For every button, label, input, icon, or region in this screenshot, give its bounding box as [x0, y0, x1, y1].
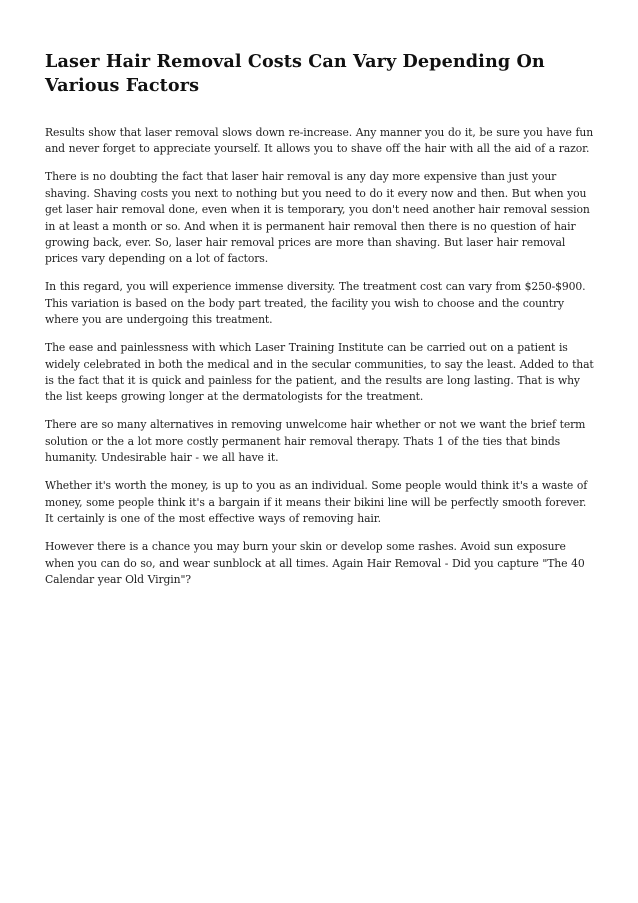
paragraph-2: There is no doubting the fact that laser hair removal is any day more expensive than just your shaving. Shaving costs you next to nothing but you need to do it every now and then. But when you get laser hair removal done, even when it is temporary, you don't need another hair removal session in at least a month or so. And when it is permanent hair removal then there is no question of hair growing back, ever. So, laser hair removal prices are more than shaving. But laser hair removal prices vary depending on a lot of factors.: [45, 170, 590, 266]
paragraph-5: There are so many alternatives in removing unwelcome hair whether or not we want the brief term solution or the a lot more costly permanent hair removal therapy. Thats 1 of the ties that binds humanity. Undesirable hair - we all have it.: [45, 418, 586, 465]
paragraph-6: Whether it's worth the money, is up to you as an individual. Some people would think it's a waste of money, some people think it's a bargain if it means their bikini line will be perfectly smooth forever. It certainly is one of the most effective ways of removing hair.: [45, 479, 588, 526]
document-title: Laser Hair Removal Costs Can Vary Depending On Various Factors: [45, 51, 545, 96]
paragraph-4: The ease and painlessness with which Laser Training Institute can be carried out on a patient is widely celebrated in both the medical and in the secular communities, to say the least. Added to that is the fact that it is quick and painless for the patient, and the results are long lasting. That is why the list keeps growing longer at the dermatologists for the treatment.: [45, 341, 594, 404]
paragraph-7: However there is a chance you may burn your skin or develop some rashes. Avoid sun exposure when you can do so, and wear sunblock at all times. Again Hair Removal - Did you capture "The 40 Calendar year Old Virgin"?: [45, 540, 585, 586]
paragraph-1: Results show that laser removal slows down re-increase. Any manner you do it, be sure you have fun and never forget to appreciate yourself. It allows you to shave off the hair with all the aid of a razor.: [45, 126, 594, 156]
paragraph-3: In this regard, you will experience immense diversity. The treatment cost can vary from $250-$900. This variation is based on the body part treated, the facility you wish to choose and the country where you are undergoing this treatment.: [45, 280, 586, 327]
